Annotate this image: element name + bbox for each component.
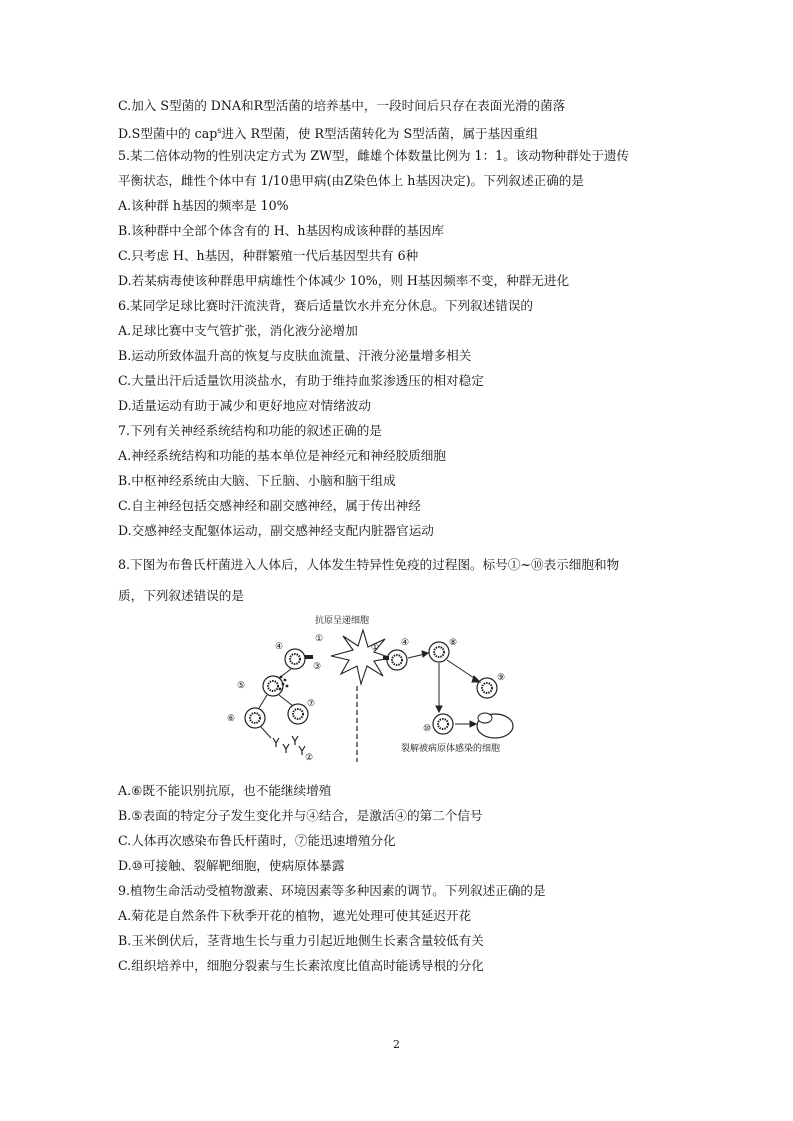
q5-option-b: B.该种群中全部个体含有的 H、h基因构成该种群的基因库	[118, 223, 445, 238]
infected-cell	[477, 713, 513, 738]
q5-stem-1: 5.某二倍体动物的性别决定方式为 ZW型，雌雄个体数量比例为 1：1。该动物种群处于遗传	[118, 148, 630, 163]
label-3: ③	[313, 662, 322, 672]
label-4-left: ④	[275, 642, 284, 652]
q7-option-d: D.交感神经支配躯体运动，副交感神经支配内脏器官运动	[118, 523, 434, 538]
cell-5	[263, 676, 283, 696]
cell-6	[245, 708, 265, 728]
q9-option-c: C.组织培养中，细胞分裂素与生长素浓度比值高时能诱导根的分化	[118, 958, 484, 973]
q6-option-c: C.大量出汗后适量饮用淡盐水，有助于维持血浆渗透压的相对稳定	[118, 373, 484, 388]
cell-10	[433, 714, 453, 734]
label-5: ⑤	[237, 681, 246, 691]
q7-option-a: A.神经系统结构和功能的基本单位是神经元和神经胶质细胞	[118, 448, 446, 463]
q5-stem-2: 平衡状态，雌性个体中有 1/10患甲病(由Z染色体上 h基因决定)。下列叙述正确的是	[118, 173, 584, 188]
figure-title: 抗原呈递细胞	[315, 616, 370, 626]
q9-stem: 9.植物生命活动受植物激素、环境因素等多种因素的调节。下列叙述正确的是	[118, 883, 546, 898]
label-1-left: ①	[315, 634, 324, 644]
immune-process-figure	[225, 614, 555, 764]
cell-4-right	[383, 650, 407, 670]
q8-option-c: C.人体再次感染布鲁氏杆菌时，⑦能迅速增殖分化	[118, 833, 396, 848]
q9-option-a: A.菊花是自然条件下秋季开花的植物，遮光处理可使其延迟开花	[118, 908, 472, 923]
label-8: ⑧	[449, 638, 458, 648]
label-2: ②	[305, 753, 314, 763]
label-6: ⑥	[227, 714, 236, 724]
q8-stem-2: 质，下列叙述错误的是	[118, 588, 244, 603]
cell-4-left	[285, 649, 313, 669]
q8-option-a: A.⑥既不能识别抗原，也不能继续增殖	[118, 783, 332, 798]
q6-option-b: B.运动所致体温升高的恢复与皮肤血流量、汗液分泌量增多相关	[118, 348, 472, 363]
antibodies-2	[273, 736, 305, 755]
q5-option-c: C.只考虑 H、h基因，种群繁殖一代后基因型共有 6种	[118, 248, 419, 263]
line-d	[118, 123, 538, 142]
q8-option-d: D.⑩可接触、裂解靶细胞，使病原体暴露	[118, 858, 345, 873]
figure-caption: 裂解被病原体感染的细胞	[401, 744, 501, 754]
q9-option-b: B.玉米倒伏后，茎背地生长与重力引起近地侧生长素含量较低有关	[118, 933, 484, 948]
q7-option-b: B.中枢神经系统由大脑、下丘脑、小脑和脑干组成	[118, 473, 396, 488]
cell-9	[477, 678, 497, 698]
cell-7	[288, 704, 308, 724]
label-4-right: ④	[401, 638, 410, 648]
label-9: ⑨	[497, 673, 506, 683]
antigen-presenting-cell	[331, 630, 391, 684]
label-1-right: ①	[371, 643, 380, 653]
q6-option-d: D.适量运动有助于减少和更好地应对情绪波动	[118, 398, 371, 413]
line-c: C.加入 S型菌的 DNA和R型活菌的培养基中，一段时间后只存在表面光滑的菌落	[118, 98, 566, 113]
label-10: ⑩	[423, 724, 432, 734]
q7-stem: 7.下列有关神经系统结构和功能的叙述正确的是	[118, 423, 382, 438]
q6-option-a: A.足球比赛中支气管扩张，消化液分泌增加	[118, 323, 358, 338]
line-d-b: 进入 R型菌，使 R型活菌转化为 S型活菌，属于基因重组	[221, 126, 539, 142]
q8-option-b: B.⑤表面的特定分子发生变化并与④结合，是激活④的第二个信号	[118, 808, 483, 823]
cap-superscript: s	[217, 126, 222, 135]
q5-option-d: D.若某病毒使该种群患甲病雄性个体减少 10%，则 H基因频率不变，种群无进化	[118, 273, 570, 288]
cell-8	[429, 642, 449, 662]
q5-option-a: A.该种群 h基因的频率是 10%	[118, 198, 289, 213]
q7-option-c: C.自主神经包括交感神经和副交感神经，属于传出神经	[118, 498, 421, 513]
q8-stem-1: 8.下图为布鲁氏杆菌进入人体后，人体发生特异性免疫的过程图。标号①~⑩表示细胞和物	[118, 557, 620, 572]
q6-stem: 6.某同学足球比赛时汗流浃背，赛后适量饮水并充分休息。下列叙述错误的	[118, 298, 534, 313]
page-number: 2	[393, 1038, 400, 1051]
line-d-a: D.S型菌中的 cap	[118, 126, 218, 142]
label-7: ⑦	[307, 699, 316, 709]
